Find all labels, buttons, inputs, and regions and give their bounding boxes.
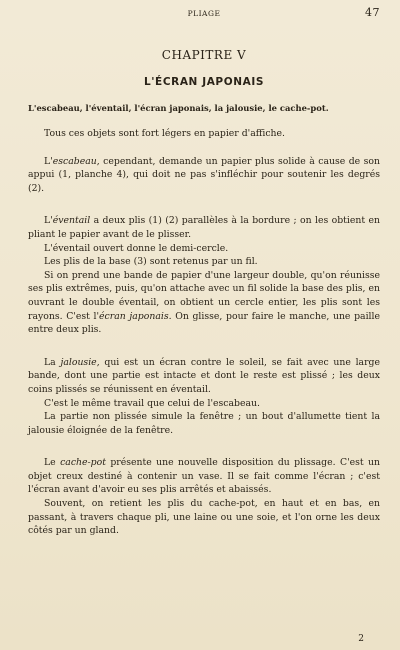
paragraph-cache-pot: [28, 456, 380, 497]
text-run: L': [44, 155, 53, 167]
italic-term: éventail: [52, 215, 91, 227]
signature-mark: 2: [358, 634, 364, 644]
paragraph-jalousie: [28, 356, 380, 397]
running-header: [28, 6, 380, 24]
paragraph-ecran-japonais: [28, 269, 380, 337]
running-title: PLIAGE: [187, 9, 221, 18]
paragraph-meme-travail: [28, 397, 380, 411]
text-run: Souvent, on retient les plis du cache-pot, en haut et en bas, en passant, à travers chaque pli, une laine ou une soie, et l'on orne les deux côtés par un gland.: [28, 498, 380, 537]
text-run: Le: [44, 457, 61, 469]
paragraph-partie-non-plissee: [28, 410, 380, 437]
italic-term: écran japonais: [99, 310, 169, 322]
text-run: Tous ces objets sont fort légers en papier d'affiche.: [44, 128, 285, 139]
text-run: , cependant, demande un papier plus solide à cause de son appui (1, planche 4), qui doit ne pas s'infléchir pour soutenir les degrés (2).: [28, 155, 380, 194]
paragraph-escabeau: [28, 155, 380, 196]
text-run: La partie non plissée simule la fenêtre ; un bout d'allumette tient la jalousie éloignée de la fenêtre.: [28, 411, 380, 436]
text-run: , qui est un écran contre le soleil, se fait avec une large bande, dont une partie est intacte et dont le reste est plissé ; les deux coins plissés se réunissent en éventail.: [28, 356, 380, 395]
text-run: Les plis de la base (3) sont retenus par un fil.: [44, 256, 258, 268]
paragraph-eventail-ouvert: [28, 242, 380, 256]
section-title: L'ÉCRAN JAPONAIS: [143, 76, 265, 88]
chapter-heading: CHAPITRE V: [161, 48, 247, 62]
text-run: présente une nouvelle disposition du plissage. C'est un objet creux destiné à contenir un vase. Il se fait comme l'écran ; c'est l'écran avant d'avoir eu ses plis arrêtés et abaissés.: [28, 457, 380, 496]
text-run: L'éventail ouvert donne le demi-cercle.: [44, 242, 229, 254]
italic-term: cache-pot: [60, 457, 106, 469]
text-run: Si on prend une bande de papier d'une largeur double, qu'on réunisse ses plis extrêmes, puis, qu'on attache avec un fil solide la base des plis, en ouvrant le double éventail, on obtient un cercle entier, les plis sont les rayons. C'est l': [28, 269, 380, 322]
text-run: C'est le même travail que celui de l'escabeau.: [44, 397, 260, 409]
text-run: . On glisse, pour faire le manche, une paille entre deux plis.: [28, 310, 380, 336]
paragraph-plis-base: [28, 255, 380, 269]
paragraph-eventail: [28, 214, 380, 241]
page-number: 47: [365, 6, 380, 19]
italic-term: jalousie: [60, 356, 97, 368]
italic-term: escabeau: [52, 155, 97, 167]
section-subtitle: L'escabeau, l'éventail, l'écran japonais, la jalousie, le cache-pot.: [28, 103, 329, 113]
text-run: La: [44, 356, 61, 368]
paragraph-intro: [28, 127, 380, 141]
text-run: a deux plis (1) (2) parallèles à la bordure ; on les obtient en pliant le papier avant de le plisser.: [28, 215, 380, 240]
text-run: L': [44, 215, 53, 227]
paragraph-souvent: [28, 497, 380, 538]
body-text: [28, 127, 380, 538]
